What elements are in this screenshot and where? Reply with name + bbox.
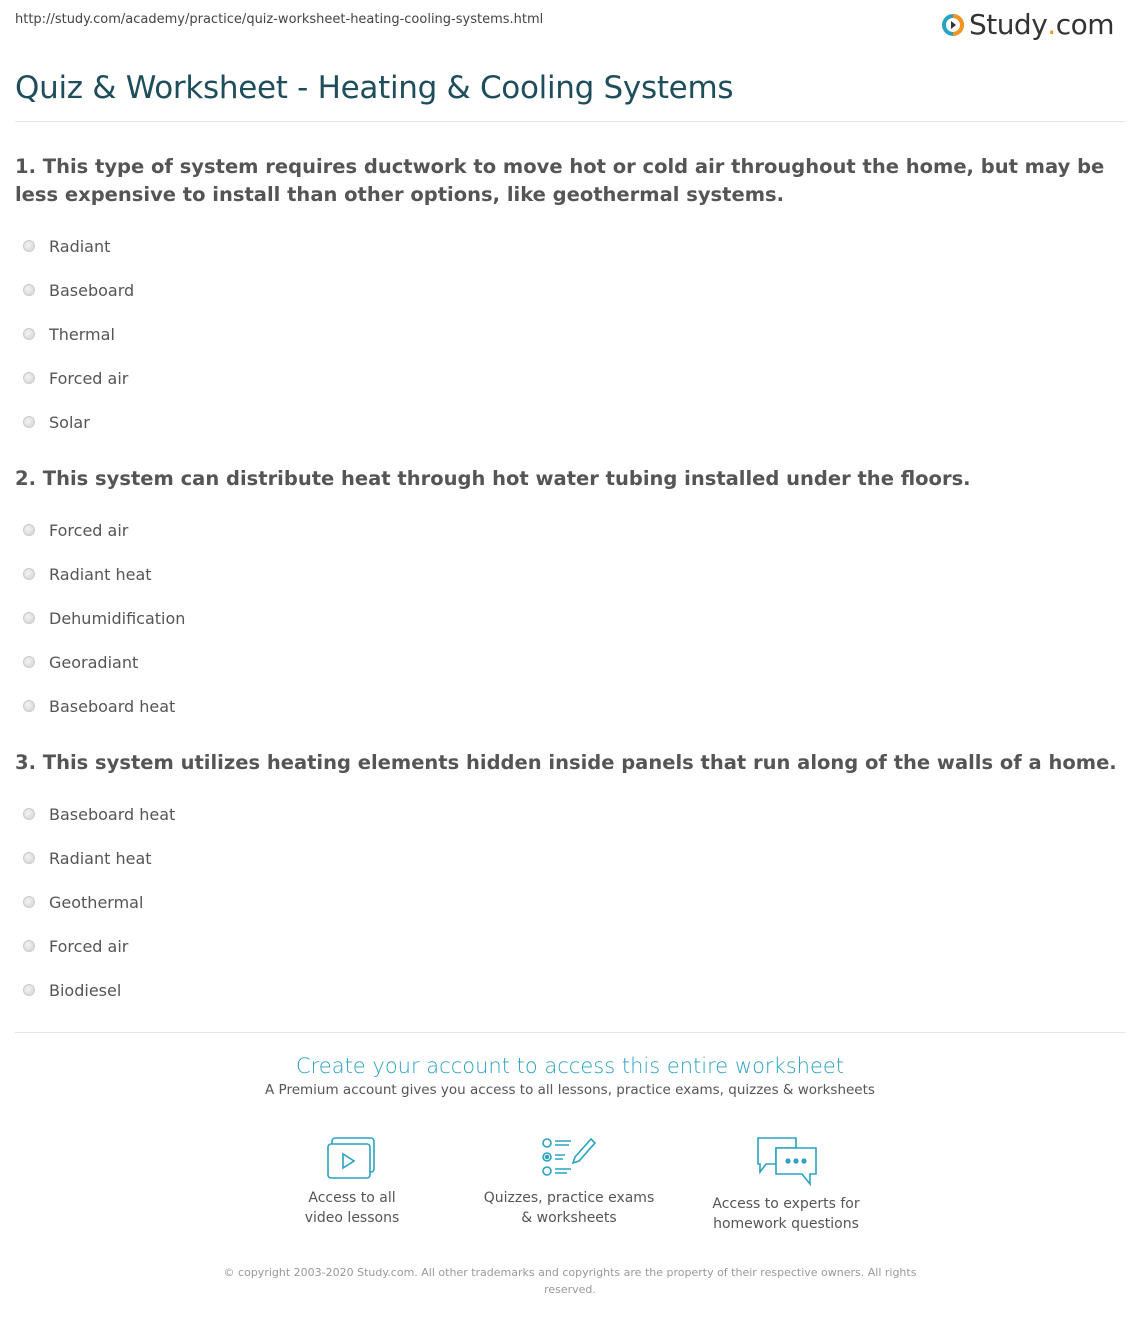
question-text: 1. This type of system requires ductwork to move hot or cold air throughout the home, but may be less expensive to install than other options, like geothermal systems. (15, 155, 1105, 206)
answer-option[interactable] (15, 224, 1130, 268)
answer-option[interactable] (15, 596, 1130, 640)
answer-label: Georadiant (49, 652, 139, 672)
feature-quizzes (469, 1136, 669, 1228)
radio-button[interactable] (23, 416, 35, 428)
question-text: 2. This system can distribute heat through hot water tubing installed under the floors. (15, 467, 971, 490)
radio-button[interactable] (23, 852, 35, 864)
cta-subtitle: A Premium account gives you access to all lessons, practice exams, quizzes & worksheets (265, 1082, 875, 1098)
answer-label: Biodiesel (49, 980, 122, 1000)
answer-label: Radiant (49, 236, 111, 256)
answer-option[interactable] (15, 836, 1130, 880)
answer-option[interactable] (15, 552, 1130, 596)
feature-label: Access to experts for (712, 1196, 860, 1212)
answer-option[interactable] (15, 880, 1130, 924)
answer-label: Dehumidification (49, 608, 186, 628)
cta-title-link[interactable]: Create your account to access this entire worksheet (295, 1054, 845, 1078)
feature-experts (686, 1136, 886, 1234)
chat-bubbles-icon (754, 1136, 818, 1186)
radio-button[interactable] (23, 896, 35, 908)
answer-option[interactable] (15, 792, 1130, 836)
cta-section (0, 1054, 1140, 1098)
logo-name: Study (968, 8, 1048, 41)
page-url: http://study.com/academy/practice/quiz-worksheet-heating-cooling-systems.html (15, 12, 544, 27)
answer-option[interactable] (15, 400, 1130, 444)
radio-button[interactable] (23, 372, 35, 384)
study-logo[interactable] (941, 8, 1114, 41)
answer-option[interactable] (15, 508, 1130, 552)
feature-label: Quizzes, practice exams (483, 1190, 655, 1206)
radio-button[interactable] (23, 328, 35, 340)
answer-option[interactable] (15, 924, 1130, 968)
question-2 (15, 465, 1130, 728)
question-3 (15, 749, 1130, 1012)
play-circle-logo-icon (941, 13, 965, 37)
logo-tld: com (1055, 8, 1114, 41)
answer-label: Baseboard (49, 280, 135, 300)
page-title: Quiz & Worksheet - Heating & Cooling Systems (15, 70, 734, 106)
answer-option[interactable] (15, 312, 1130, 356)
answer-label: Geothermal (49, 892, 144, 912)
feature-label: video lessons (304, 1210, 400, 1226)
radio-button[interactable] (23, 524, 35, 536)
radio-button[interactable] (23, 284, 35, 296)
radio-button[interactable] (23, 568, 35, 580)
answer-option[interactable] (15, 684, 1130, 728)
video-icon (326, 1136, 378, 1180)
feature-video-lessons (252, 1136, 452, 1228)
radio-button[interactable] (23, 700, 35, 712)
divider (15, 1032, 1125, 1033)
answer-label: Thermal (49, 324, 115, 344)
radio-button[interactable] (23, 612, 35, 624)
answer-label: Radiant heat (49, 848, 152, 868)
divider (15, 121, 1125, 122)
answer-label: Baseboard heat (49, 804, 176, 824)
quiz-checklist-icon (541, 1136, 597, 1180)
question-1 (15, 153, 1130, 444)
answer-option[interactable] (15, 268, 1130, 312)
answer-option[interactable] (15, 968, 1130, 1012)
answer-label: Solar (49, 412, 90, 432)
answer-option[interactable] (15, 356, 1130, 400)
radio-button[interactable] (23, 808, 35, 820)
answer-label: Forced air (49, 936, 129, 956)
feature-label: & worksheets (521, 1210, 617, 1226)
radio-button[interactable] (23, 240, 35, 252)
feature-label: Access to all (308, 1190, 396, 1206)
radio-button[interactable] (23, 656, 35, 668)
question-text: 3. This system utilizes heating elements hidden inside panels that run along of the walls of a home. (15, 751, 1117, 774)
feature-label: homework questions (713, 1216, 859, 1232)
answer-label: Baseboard heat (49, 696, 176, 716)
copyright-footer: © copyright 2003-2020 Study.com. All other trademarks and copyrights are the property of their respective owners. All rights reserved. (223, 1266, 917, 1296)
logo-dot: . (1047, 8, 1056, 41)
answer-option[interactable] (15, 640, 1130, 684)
radio-button[interactable] (23, 940, 35, 952)
answer-label: Forced air (49, 520, 129, 540)
answer-label: Forced air (49, 368, 129, 388)
answer-label: Radiant heat (49, 564, 152, 584)
radio-button[interactable] (23, 984, 35, 996)
